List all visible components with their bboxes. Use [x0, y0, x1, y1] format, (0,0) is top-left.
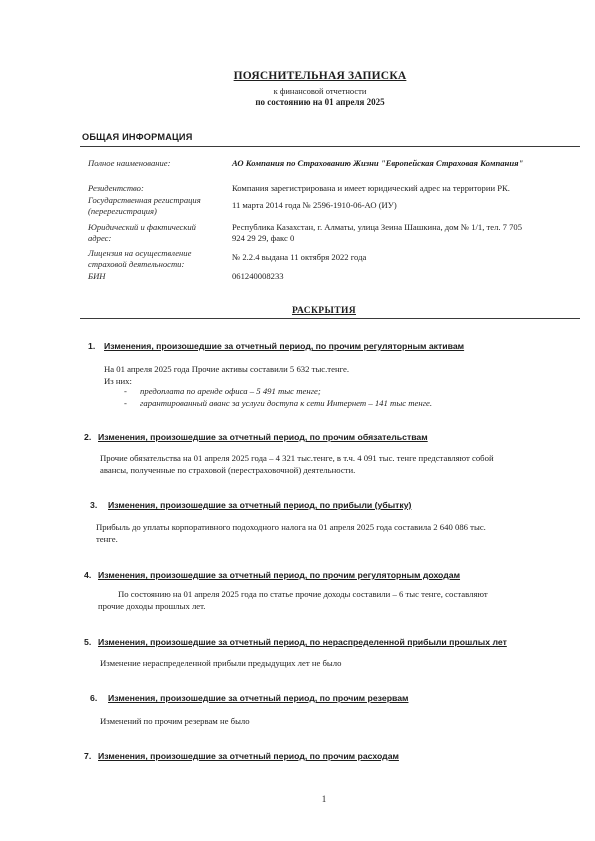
bin-label: БИН [88, 271, 106, 281]
item-1-text-cont: Из них: [104, 376, 132, 386]
item-3-text-cont: тенге. [96, 534, 118, 544]
license-label: Лицензия на осуществление [88, 248, 192, 258]
document-title: ПОЯСНИТЕЛЬНАЯ ЗАПИСКА [233, 70, 407, 82]
document-date-line: по состоянию на 01 апреля 2025 [255, 97, 385, 107]
address-value-cont: 924 29 29, факс 0 [232, 233, 295, 243]
license-value: № 2.2.4 выдана 11 октября 2022 года [232, 252, 367, 262]
address-label-cont: адрес: [88, 233, 112, 243]
item-2-text-cont: авансы, полученные по страховой (перестраховочной) деятельности. [100, 465, 356, 475]
document-subtitle: к финансовой отчетности [273, 86, 367, 96]
item-1-bullet-2-text: гарантированный аванс за услуги доступа к сети Интернет – 141 тыс тенге. [140, 398, 433, 408]
item-1-bullet-1-text: предоплата по аренде офиса – 5 491 тыс тенге; [140, 386, 321, 396]
registration-label: Государственная регистрация [88, 195, 201, 205]
residency-label: Резидентство: [88, 183, 144, 193]
registration-label-cont: (перерегистрация) [88, 206, 157, 216]
item-5-title: Изменения, произошедшие за отчетный период, по нераспределенной прибыли прошлых лет [98, 637, 507, 647]
item-6-number: 6. [90, 693, 98, 703]
item-4-title: Изменения, произошедшие за отчетный период, по прочим регуляторным доходам [98, 570, 461, 580]
item-7-number: 7. [84, 751, 92, 761]
item-7-title: Изменения, произошедшие за отчетный период, по прочим расходам [98, 751, 399, 761]
item-2-title: Изменения, произошедшие за отчетный период, по прочим обязательствам [98, 432, 428, 442]
item-3-number: 3. [90, 500, 98, 510]
full-name-label: Полное наименование: [88, 158, 171, 168]
disclosures-rule [80, 318, 580, 319]
address-label: Юридический и фактический [88, 222, 196, 232]
item-1-bullet-2-mark: - [124, 398, 127, 408]
item-4-text: По состоянию на 01 апреля 2025 года по статье прочие доходы составили – 6 тыс тенге, составляют [118, 589, 488, 599]
item-1-title: Изменения, произошедшие за отчетный период, по прочим регуляторным активам [104, 341, 465, 351]
address-value: Республика Казахстан, г. Алматы, улица Зеина Шашкина, дом № 1/1, тел. 7 705 [232, 222, 523, 232]
bin-value: 061240008233 [232, 271, 284, 281]
item-6-text: Изменений по прочим резервам не было [100, 716, 250, 726]
item-4-text-cont: прочие доходы прошлых лет. [98, 601, 206, 611]
license-label-cont: страховой деятельности: [88, 259, 185, 269]
full-name-value: АО Компания по Страхованию Жизни "Европейская Страховая Компания" [232, 158, 524, 168]
item-2-number: 2. [84, 432, 92, 442]
residency-value: Компания зарегистрирована и имеет юридический адрес на территории РК. [232, 183, 510, 193]
item-5-number: 5. [84, 637, 92, 647]
item-2-text: Прочие обязательства на 01 апреля 2025 года – 4 321 тыс.тенге, в т.ч. 4 091 тыс. тенге представляют собой [100, 453, 494, 463]
item-5-text: Изменение нераспределенной прибыли предыдущих лет не было [100, 658, 342, 668]
registration-value: 11 марта 2014 года № 2596-1910-06-АО (ИУ) [232, 200, 397, 210]
item-4-number: 4. [84, 570, 92, 580]
item-1-number: 1. [88, 341, 96, 351]
disclosures-heading: РАСКРЫТИЯ [291, 306, 357, 316]
general-info-heading: ОБЩАЯ ИНФОРМАЦИЯ [82, 132, 193, 142]
item-3-text: Прибыль до уплаты корпоративного подоходного налога на 01 апреля 2025 года составила 2 640 086 тыс. [96, 522, 486, 532]
item-3-title: Изменения, произошедшие за отчетный период, по прибыли (убытку) [108, 500, 412, 510]
page-number: 1 [321, 794, 327, 804]
item-6-title: Изменения, произошедшие за отчетный период, по прочим резервам [108, 693, 409, 703]
item-1-bullet-1-mark: - [124, 386, 127, 396]
item-1-text: На 01 апреля 2025 года Прочие активы составили 5 632 тыс.тенге. [104, 364, 350, 374]
general-info-top-rule [80, 146, 580, 147]
